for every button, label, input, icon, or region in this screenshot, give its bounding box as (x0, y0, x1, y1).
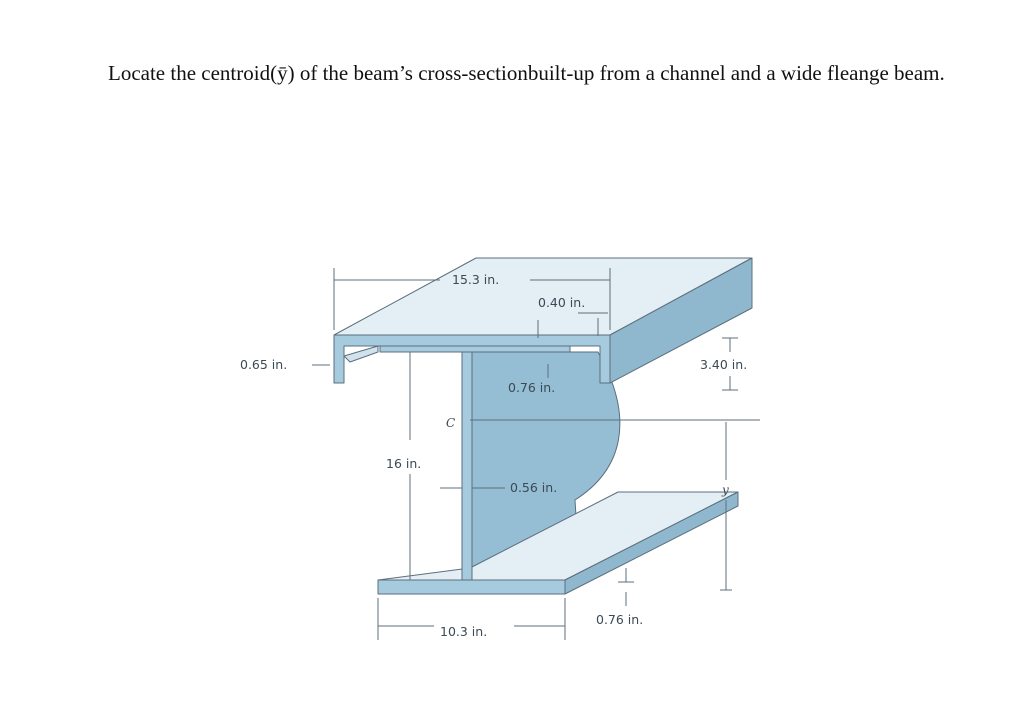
label-bottom-flange-0-76-in: 0.76 in. (596, 612, 644, 627)
label-0-65-in: 0.65 in. (240, 357, 288, 372)
question-lead: Locate the centroid( (108, 61, 278, 85)
label-0-40-in: 0.40 in. (538, 295, 586, 310)
wf-web-front (462, 352, 472, 580)
wf-top-flange-front (380, 346, 570, 352)
label-10-3-in: 10.3 in. (440, 624, 488, 639)
label-centroid-c: C (446, 416, 456, 430)
ybar-symbol: ȳ (277, 61, 288, 85)
wf-bottom-flange-front (378, 580, 565, 594)
channel-left-lip (344, 346, 378, 362)
label-top-flange-0-76-in: 0.76 in. (508, 380, 556, 395)
label-15-3-in: 15.3 in. (452, 272, 500, 287)
label-0-56-in: 0.56 in. (510, 480, 558, 495)
label-3-40-in: 3.40 in. (700, 357, 748, 372)
label-ybar: y (722, 483, 729, 497)
question-rest: ) of the beam’s cross-sectionbuilt-up from a channel and a wide fleange beam. (287, 61, 945, 85)
label-16-in: 16 in. (386, 456, 422, 471)
